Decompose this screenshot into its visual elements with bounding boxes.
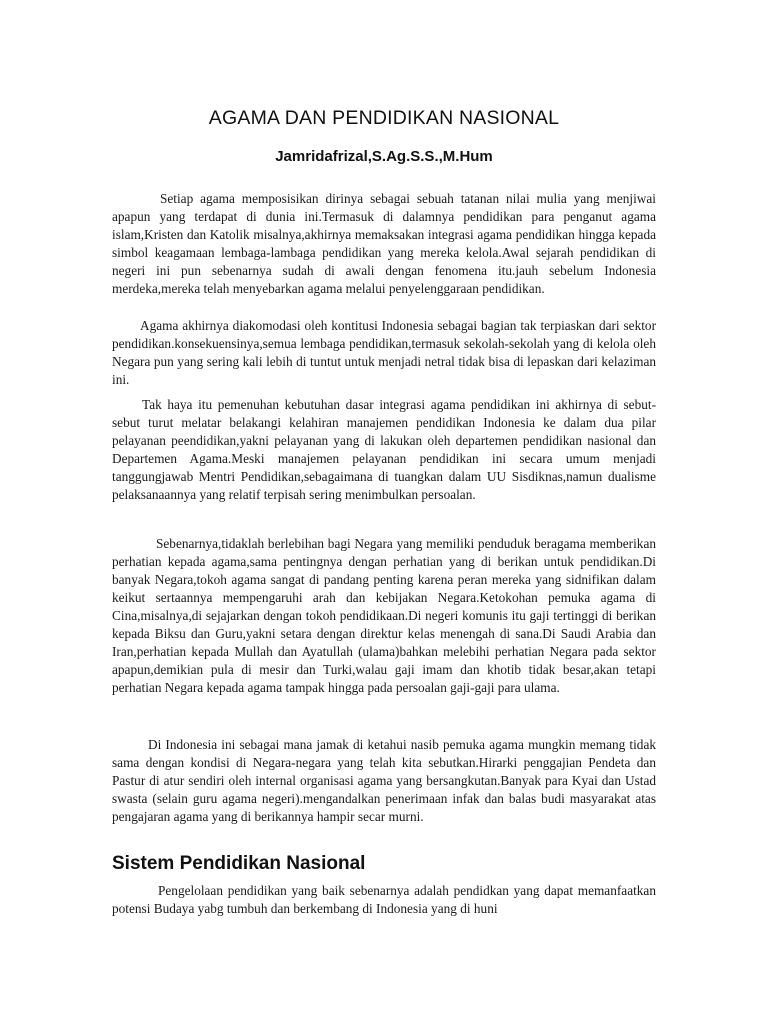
- author-name: Jamridafrizal,S.Ag.S.S.,M.Hum: [275, 148, 493, 165]
- paragraph-4: Sebenarnya,tidaklah berlebihan bagi Negara yang memiliki penduduk beragama memberikan perhatian kepada agama,sama pentingnya dengan perhatian yang di berikan untuk pendidikan.Di banyak Negara,tokoh agama sangat di pandang penting karena peran mereka yang sidnifikan dalam keikut sertaannya mempengaruhi arah dan kebijakan Negara.Ketokohan pemuka agama di Cina,misalnya,di sejajarkan dengan tokoh pendidikaan.Di negeri komunis itu gaji tertinggi di berikan kepada Biksu dan Guru,yakni setara dengan direktur kelas menengah di sana.Di Saudi Arabia dan Iran,perhatian kepada Mullah dan Ayatullah (ulama)bahkan melebihi perhatian Negara pada sektor apapun,demikian pula di mesir dan Turki,walau gaji imam dan khotib tidak besar,akan tetapi perhatian Negara kepada agama tampak hingga pada persoalan gaji-gaji para ulama.: [112, 536, 656, 695]
- paragraph-5: Di Indonesia ini sebagai mana jamak di ketahui nasib pemuka agama mungkin memang tidak sama dengan kondisi di Negara-negara yang telah kita sebutkan.Hirarki penggajian Pendeta dan Pastur di atur sendiri oleh internal organisasi agama yang bersangkutan.Banyak para Kyai dan Ustad swasta (selain guru agama negeri).mengandalkan penerimaan infak dan balas budi masyarakat atas pengajaran agama yang di berikannya hampir secar murni.: [112, 737, 656, 824]
- paragraph-1: Setiap agama memposisikan dirinya sebagai sebuah tatanan nilai mulia yang menjiwai apapun yang terdapat di dunia ini.Termasuk di dalamnya pendidikan para penganut agama islam,Kristen dan Katolik misalnya,akhirnya memaksakan integrasi agama pendidikan hingga kepada simbol keagamaan lembaga-lambaga pendidikan yang mereka kelola.Awal sejarah pendidikan di negeri ini pun sebenarnya sudah di awali dengan fenomena itu.jauh sebelum Indonesia merdeka,mereka telah menyebarkan agama melalui penyelenggaraan pendidikan.: [112, 191, 656, 296]
- document-title: AGAMA DAN PENDIDIKAN NASIONAL: [208, 107, 560, 129]
- section-paragraph-1: Pengelolaan pendidikan yang baik sebenarnya adalah pendidkan yang dapat memanfaatkan potensi Budaya yabg tumbuh dan berkembang di Indonesia yang di huni: [112, 883, 656, 916]
- section-heading: Sistem Pendidikan Nasional: [112, 853, 366, 874]
- paragraph-2: Agama akhirnya diakomodasi oleh kontitusi Indonesia sebagai bagian tak terpiaskan dari sektor pendidikan.konsekuensinya,semua lembaga pendidikan,termasuk sekolah-sekolah yang di kelola oleh Negara pun yang sering kali lebih di tuntut untuk menjadi netral tidak bisa di lepaskan dari kelaziman ini.: [112, 318, 656, 387]
- paragraph-3: Tak haya itu pemenuhan kebutuhan dasar integrasi agama pendidikan ini akhirnya di sebut-sebut turut melatar belakangi kelahiran manajemen pendidikan Indonesia ke dalam dua pilar pelayanan peendidikan,yakni pelayanan yang di lakukan oleh departemen pendidikan nasional dan Departemen Agama.Meski manajemen pelayanan pendidikan ini secara umum menjadi tanggungjawab Mentri Pendidikan,sebagaimana di tuangkan dalam UU Sisdiknas,namun dualisme pelaksanaannya yang relatif terpisah sering menimbulkan persoalan.: [112, 397, 656, 502]
